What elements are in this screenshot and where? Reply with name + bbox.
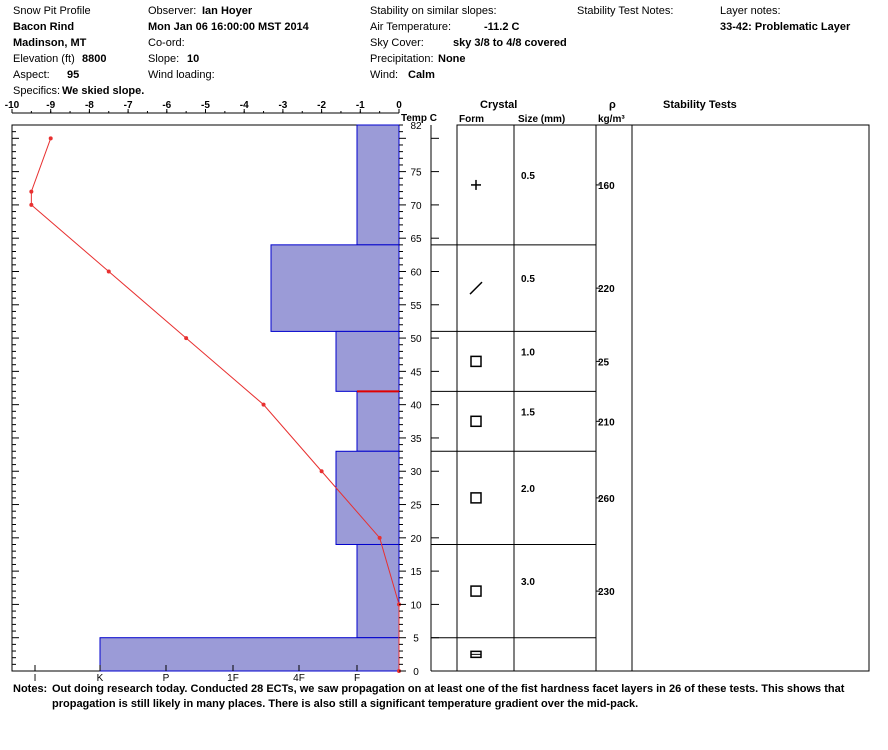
size-header: Size (mm) [518, 114, 566, 125]
depth-tick-label: 82 [410, 121, 422, 132]
layer-table-frame [457, 125, 869, 671]
density-value: 260 [598, 493, 615, 505]
square-icon [471, 586, 481, 596]
hardness-bar [336, 331, 399, 391]
hardness-tick-label: 1F [227, 673, 239, 684]
notes-label: Notes: [13, 683, 48, 695]
temperature-point [320, 469, 324, 473]
temp-tick-label: -6 [162, 100, 172, 111]
layer-notes-value: 33-42: Problematic Layer [720, 21, 851, 33]
temperature-point [29, 203, 33, 207]
depth-tick-label: 60 [410, 267, 422, 279]
specifics-label: Specifics: [13, 85, 61, 97]
form-header: Form [459, 114, 484, 125]
temp-tick-label: -2 [317, 100, 327, 111]
square-icon [471, 493, 481, 503]
stability-similar-label: Stability on similar slopes: [370, 5, 497, 17]
square-icon [471, 416, 481, 426]
aspect-value: 95 [67, 69, 80, 81]
crystal-size: 2.0 [521, 483, 535, 495]
temp-axis-label: Temp C [401, 113, 437, 124]
temp-tick-label: -7 [123, 100, 133, 111]
slope-value: 10 [187, 53, 200, 65]
depth-tick-label: 50 [410, 334, 422, 346]
notes-line-2: propagation is still likely in many places. There is also still a significant temperature gradient over the mid-pack. [52, 698, 639, 710]
depth-tick-label: 20 [410, 533, 422, 545]
wind-label: Wind: [370, 69, 399, 81]
density-value: 160 [598, 180, 615, 192]
temp-tick-label: -10 [4, 100, 20, 111]
observer-label: Observer: [148, 5, 197, 17]
hardness-bar [357, 544, 399, 637]
temp-tick-label: -3 [278, 100, 288, 111]
sky-value: sky 3/8 to 4/8 covered [453, 37, 567, 49]
stability-test-notes-label: Stability Test Notes: [577, 5, 674, 17]
air-temp-label: Air Temperature: [370, 21, 452, 33]
depth-tick-label: 55 [410, 300, 422, 312]
depth-tick-label: 45 [410, 367, 422, 379]
layer-notes-label: Layer notes: [720, 5, 781, 17]
depth-tick-label: 10 [410, 600, 422, 612]
hardness-tick-label: F [353, 673, 361, 684]
density-value: 210 [598, 417, 615, 429]
elevation-label: Elevation (ft) [13, 53, 75, 65]
temperature-profile-line [31, 138, 399, 671]
square-icon [471, 356, 481, 366]
depth-tick-label: 25 [410, 500, 422, 512]
temp-tick-label: 0 [396, 100, 402, 111]
hardness-bar [357, 391, 399, 451]
depth-tick-label: 75 [410, 167, 422, 179]
coord-label: Co-ord: [148, 37, 185, 49]
elevation-value: 8800 [82, 53, 107, 65]
crystal-size: 0.5 [521, 274, 535, 286]
temp-tick-label: -8 [84, 100, 94, 111]
temperature-point [29, 190, 33, 194]
slash-icon [470, 282, 482, 294]
precip-label: Precipitation: [370, 53, 434, 65]
density-value: 25 [598, 357, 610, 369]
hardness-tick-label: K [96, 673, 104, 684]
hardness-bar [100, 638, 399, 671]
hardness-tick-label: P [162, 673, 170, 684]
temperature-point [49, 136, 53, 140]
density-value: 230 [598, 587, 615, 599]
density-value: 220 [598, 284, 615, 296]
depth-tick-label: 30 [410, 467, 422, 479]
temp-tick-label: -5 [201, 100, 210, 111]
crystal-header: Crystal [480, 99, 518, 111]
location-name: Bacon Rind [13, 21, 75, 33]
wind-loading-label: Wind loading: [148, 69, 215, 81]
crystal-size: 1.0 [521, 347, 535, 359]
temperature-point [378, 536, 382, 540]
notes-line-1: Out doing research today. Conducted 28 ECTs, we saw propagation on at least one of the fist hardness facet layers in 26 of these tests. This shows that [52, 683, 845, 695]
sky-label: Sky Cover: [370, 37, 424, 49]
hardness-tick-label: I [33, 673, 37, 684]
stability-tests-header: Stability Tests [663, 99, 737, 111]
temp-tick-label: -1 [355, 100, 365, 111]
hardness-tick-label: 4F [293, 673, 305, 684]
crystal-size: 0.5 [521, 170, 535, 182]
region-name: Madinson, MT [13, 37, 87, 49]
temperature-point [184, 336, 188, 340]
hardness-bar [357, 125, 399, 245]
observer-value: Ian Hoyer [202, 5, 253, 17]
wind-value: Calm [408, 69, 435, 81]
depth-tick-label: 0 [413, 667, 419, 678]
depth-tick-label: 5 [413, 633, 419, 645]
specifics-value: We skied slope. [62, 85, 145, 97]
depth-tick-label: 40 [410, 400, 422, 412]
air-temp-value: -11.2 C [484, 21, 520, 33]
temp-tick-label: -9 [46, 100, 56, 111]
depth-tick-label: 70 [410, 200, 422, 212]
slope-label: Slope: [148, 53, 180, 65]
temp-tick-label: -4 [239, 100, 249, 111]
precip-value: None [438, 53, 466, 65]
depth-tick-label: 35 [410, 433, 422, 445]
depth-tick-label: 65 [410, 234, 422, 246]
density-unit: kg/m³ [598, 114, 625, 125]
observation-datetime: Mon Jan 06 16:00:00 MST 2014 [148, 21, 309, 33]
temperature-point [107, 269, 111, 273]
aspect-label: Aspect: [13, 69, 50, 81]
crystal-size: 1.5 [521, 407, 535, 419]
temperature-point [262, 403, 266, 407]
profile-plot-frame [12, 125, 399, 671]
profile-title: Snow Pit Profile [13, 5, 91, 17]
crystal-size: 3.0 [521, 577, 535, 589]
hardness-bar [271, 245, 399, 332]
density-symbol: ρ [609, 99, 616, 111]
depth-tick-label: 15 [410, 567, 422, 579]
